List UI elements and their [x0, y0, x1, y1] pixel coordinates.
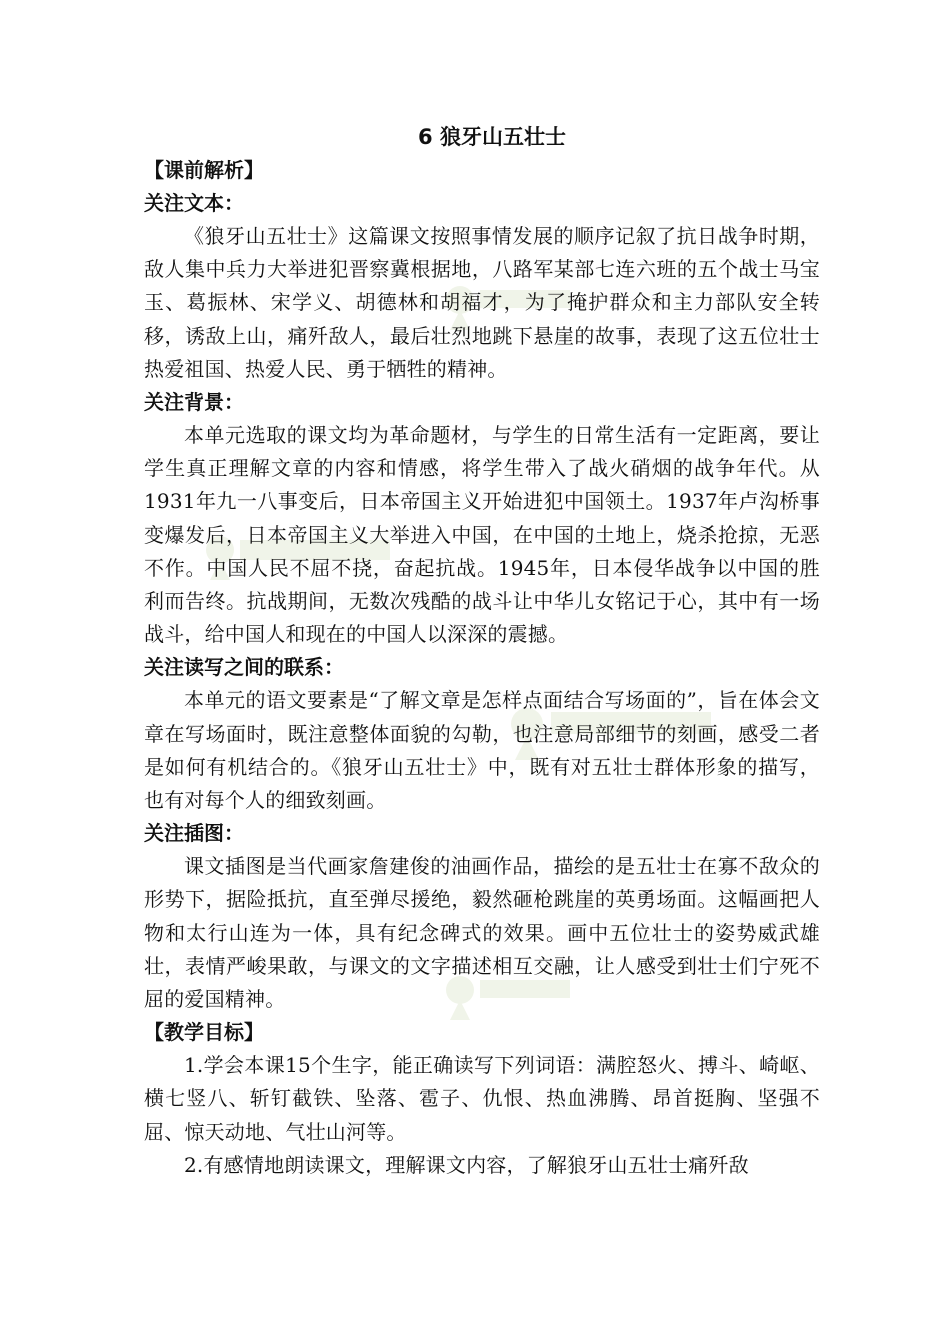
section-heading-reading-writing-link: 关注读写之间的联系： — [144, 655, 344, 680]
document-body — [144, 120, 820, 1182]
paragraph-goal-1: 1.学会本课15个生字，能正确读写下列词语：满腔怒火、搏斗、崎岖、横七竖八、斩钉截铁、坠落、雹子、仇恨、热血沸腾、昂首挺胸、坚强不屈、惊天动地、气壮山河等。 — [144, 1053, 820, 1144]
section-heading-pre-class-analysis: 【课前解析】 — [144, 158, 264, 182]
paragraph-focus-illustration: 课文插图是当代画家詹建俊的油画作品，描绘的是五壮士在寡不敌众的形势下，据险抵抗，直至弹尽援绝，毅然砸枪跳崖的英勇场面。这幅画把人物和太行山连为一体，具有纪念碑式的效果。画中五位壮士的姿势威武雄壮，表情严峻果敢，与课文的文字描述相互交融，让人感受到壮士们宁死不屈的爱国精神。 — [144, 854, 820, 1012]
section-heading-focus-background: 关注背景： — [144, 390, 244, 415]
section-heading-teaching-goals: 【教学目标】 — [144, 1020, 264, 1045]
paragraph-goal-2: 2.有感情地朗读课文，理解课文内容，了解狼牙山五壮士痛歼敌 — [184, 1152, 749, 1177]
paragraph-reading-writing-link: 本单元的语文要素是“了解文章是怎样点面结合写场面的”，旨在体会文章在写场面时，既注意整体面貌的勾勒，也注意局部细节的刻画，感受二者是如何有机结合的。《狼牙山五壮士》中，既有对五壮士群体形象的描写，也有对每个人的细致刻画。 — [144, 688, 820, 813]
paragraph-focus-background: 本单元选取的课文均为革命题材，与学生的日常生活有一定距离，要让学生真正理解文章的内容和情感，将学生带入了战火硝烟的战争年代。从1931年九一八事变后，日本帝国主义开始进犯中国领土。1937年卢沟桥事变爆发后，日本帝国主义大举进入中国，在中国的土地上，烧杀抢掠，无恶不作。中国人民不屈不挠，奋起抗战。1945年，日本侵华战争以中国的胜利而告终。抗战期间，无数次残酷的战斗让中华儿女铭记于心，其中有一场战斗，给中国人和现在的中国人以深深的震撼。 — [144, 423, 820, 647]
lesson-title: 6 狼牙山五壮士 — [418, 125, 566, 149]
section-heading-focus-illustration: 关注插图： — [144, 821, 244, 846]
paragraph-focus-text: 《狼牙山五壮士》这篇课文按照事情发展的顺序记叙了抗日战争时期，敌人集中兵力大举进犯晋察冀根据地，八路军某部七连六班的五个战士马宝玉、葛振林、宋学义、胡德林和胡福才，为了掩护群众和主力部队安全转移，诱敌上山，痛歼敌人，最后壮烈地跳下悬崖的故事，表现了这五位壮士热爱祖国、热爱人民、勇于牺牲的精神。 — [144, 224, 820, 381]
section-heading-focus-text: 关注文本： — [144, 191, 244, 215]
